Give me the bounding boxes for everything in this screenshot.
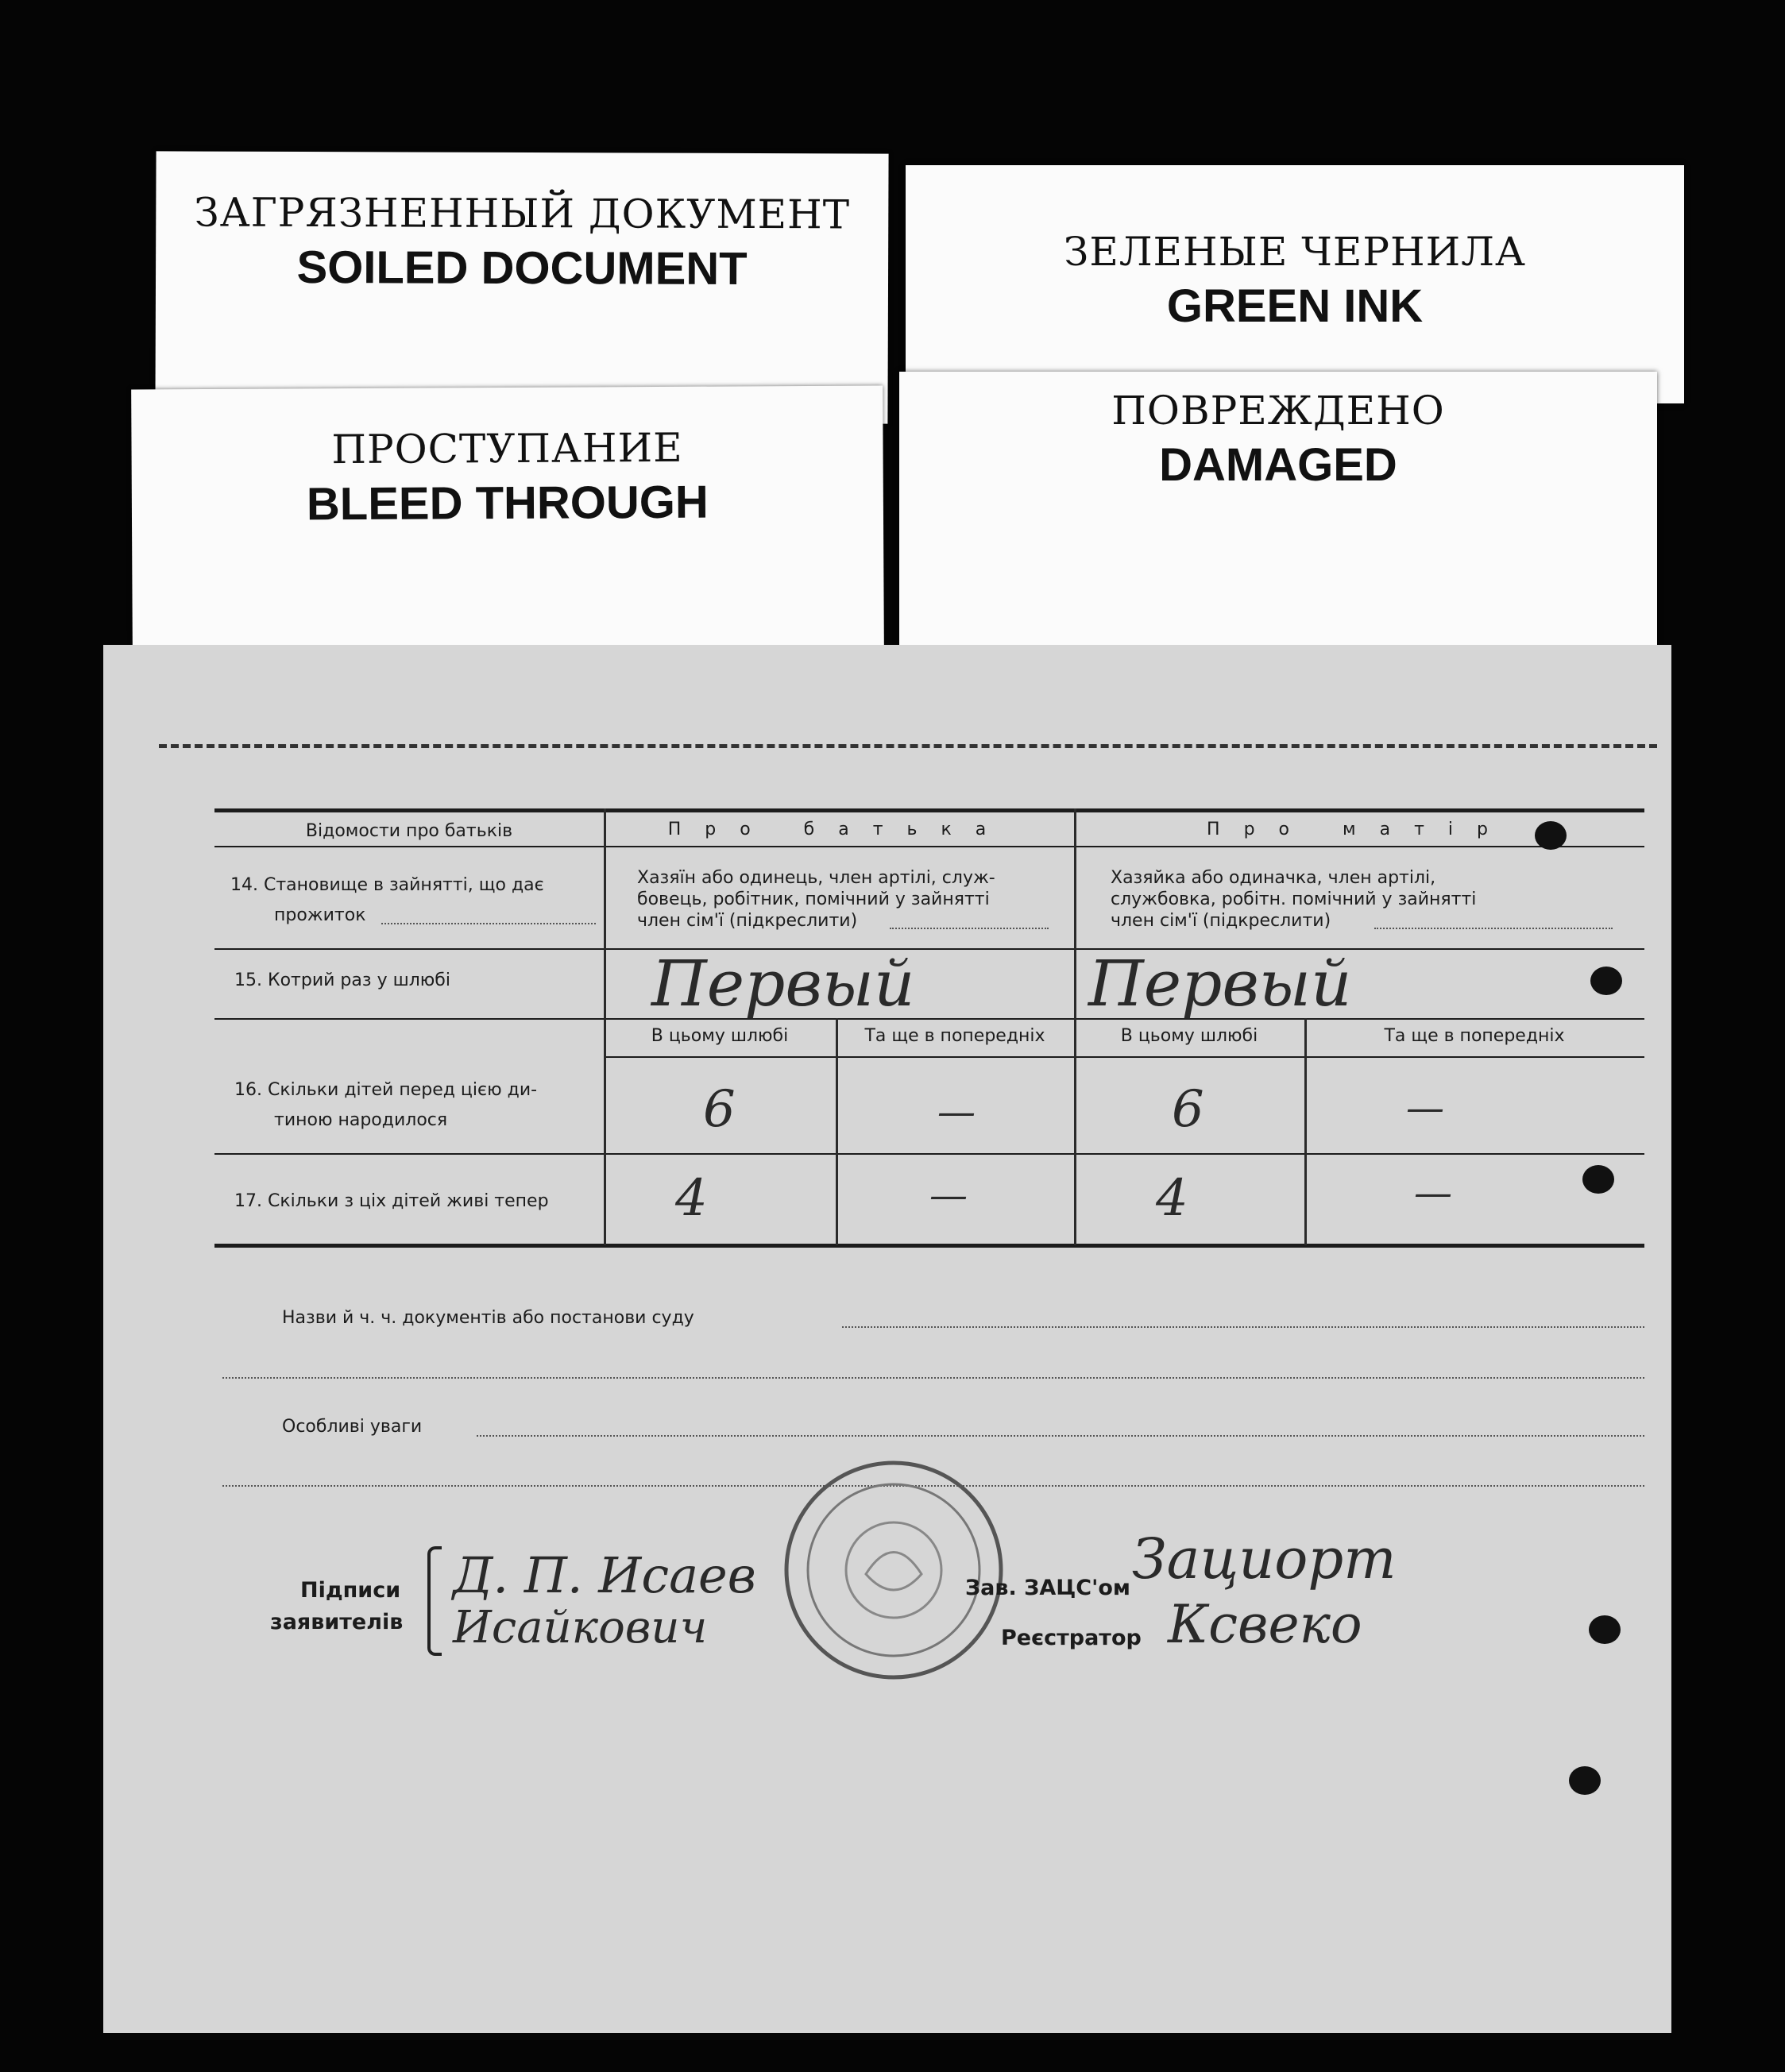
fill-dots — [381, 923, 596, 924]
fill-dots — [222, 1377, 1644, 1379]
punch-hole — [1589, 1615, 1621, 1644]
card-ru-text: ПРОСТУПАНИЕ — [331, 424, 683, 473]
row16-father-this: 6 — [703, 1080, 736, 1139]
fill-dots — [477, 1435, 1644, 1437]
row15-father-handwritten: Первый — [651, 947, 915, 1021]
card-ru-text: ЗАГРЯЗНЕННЫЙ ДОКУМЕНТ — [194, 189, 851, 238]
row-divider — [214, 1018, 1644, 1020]
row17-father-this: 4 — [675, 1169, 708, 1228]
row14-father-text: член сім'ї (підкреслити) — [637, 911, 858, 931]
col-divider — [1304, 1018, 1307, 1245]
card-en-text: BLEED THROUGH — [306, 476, 709, 531]
remarks-label: Особливі уваги — [282, 1417, 423, 1437]
row14-father-text: Хазяїн або одинець, член артілі, служ- — [637, 868, 995, 888]
row17-mother-prev: — — [1414, 1171, 1452, 1215]
row-divider — [604, 1056, 1644, 1058]
row14-label: 14. Становище в зайнятті, що дає — [230, 875, 544, 895]
row14-mother-text: Хазяйка або одиначка, член артілі, — [1111, 868, 1436, 888]
label-card-green-ink — [906, 165, 1684, 403]
label-card-damaged — [899, 372, 1657, 650]
zags-head-signature: Зациорт — [1132, 1526, 1397, 1592]
registry-form-sheet — [103, 645, 1671, 2033]
registrar-signature: Ксвеко — [1168, 1594, 1362, 1655]
row16-mother-this: 6 — [1172, 1080, 1204, 1139]
signature-brace — [427, 1546, 442, 1656]
card-ru-text: ЗЕЛЕНЫЕ ЧЕРНИЛА — [1064, 229, 1526, 275]
punch-hole — [1582, 1165, 1614, 1194]
applicant-signature-1: Д. П. Исаев — [453, 1546, 756, 1604]
row14-father-text: бовець, робітник, помічний у зайнятті — [637, 889, 990, 909]
table-top-rule — [214, 808, 1644, 812]
row-divider — [214, 846, 1644, 847]
punch-hole — [1590, 967, 1622, 995]
signatures-label-cont: заявителів — [270, 1610, 404, 1634]
row-divider — [214, 1153, 1644, 1155]
row14-mother-text: службовка, робітн. помічний у зайнятті — [1111, 889, 1477, 909]
registrar-label: Реєстратор — [1001, 1626, 1142, 1650]
documents-label: Назви й ч. ч. документів або постанови суду — [282, 1308, 694, 1328]
card-en-text: DAMAGED — [1159, 439, 1397, 491]
row17-mother-this: 4 — [1156, 1169, 1188, 1228]
punch-hole — [1535, 821, 1567, 850]
row14-label-cont: прожиток — [274, 905, 366, 925]
zags-head-label: Зав. ЗАЦС'ом — [965, 1576, 1130, 1600]
punch-hole — [1569, 1766, 1601, 1795]
signatures-label: Підписи — [300, 1578, 401, 1603]
fill-dots — [890, 928, 1049, 929]
perforation-line — [159, 744, 1657, 748]
row16-father-prev: — — [937, 1090, 976, 1134]
row14-mother-text: член сім'ї (підкреслити) — [1111, 911, 1331, 931]
card-en-text: GREEN INK — [1166, 280, 1424, 332]
row17-father-prev: — — [929, 1173, 968, 1217]
table-bottom-rule — [214, 1244, 1644, 1248]
header-parents-info: Відомости про батьків — [305, 821, 513, 841]
row17-label: 17. Скільки з ціх дітей живі тепер — [234, 1191, 549, 1211]
label-card-soiled-document — [155, 151, 888, 423]
row15-mother-handwritten: Первый — [1088, 947, 1352, 1021]
row16-label-cont: тиною народилося — [274, 1110, 448, 1130]
official-seal-stamp — [779, 1455, 1009, 1685]
label-card-bleed-through — [131, 386, 884, 652]
subheader-this-marriage: В цьому шлюбі — [1120, 1026, 1258, 1046]
subheader-previous: Та ще в попередніх — [864, 1026, 1045, 1046]
row15-label: 15. Котрий раз у шлюбі — [234, 970, 450, 990]
subheader-this-marriage: В цьому шлюбі — [651, 1026, 789, 1046]
header-about-mother: Про матір — [1207, 820, 1512, 839]
fill-dots — [1374, 928, 1613, 929]
card-ru-text: ПОВРЕЖДЕНО — [1111, 388, 1445, 434]
header-about-father: Про батька — [667, 820, 1010, 839]
row16-mother-prev: — — [1406, 1086, 1444, 1130]
row-divider — [214, 948, 1644, 950]
applicant-signature-2: Исайкович — [453, 1602, 708, 1653]
fill-dots — [842, 1326, 1644, 1328]
row16-label: 16. Скільки дітей перед цією ди- — [234, 1080, 538, 1100]
col-divider — [836, 1018, 838, 1245]
card-en-text: SOILED DOCUMENT — [296, 241, 748, 295]
subheader-previous: Та ще в попередніх — [1384, 1026, 1565, 1046]
